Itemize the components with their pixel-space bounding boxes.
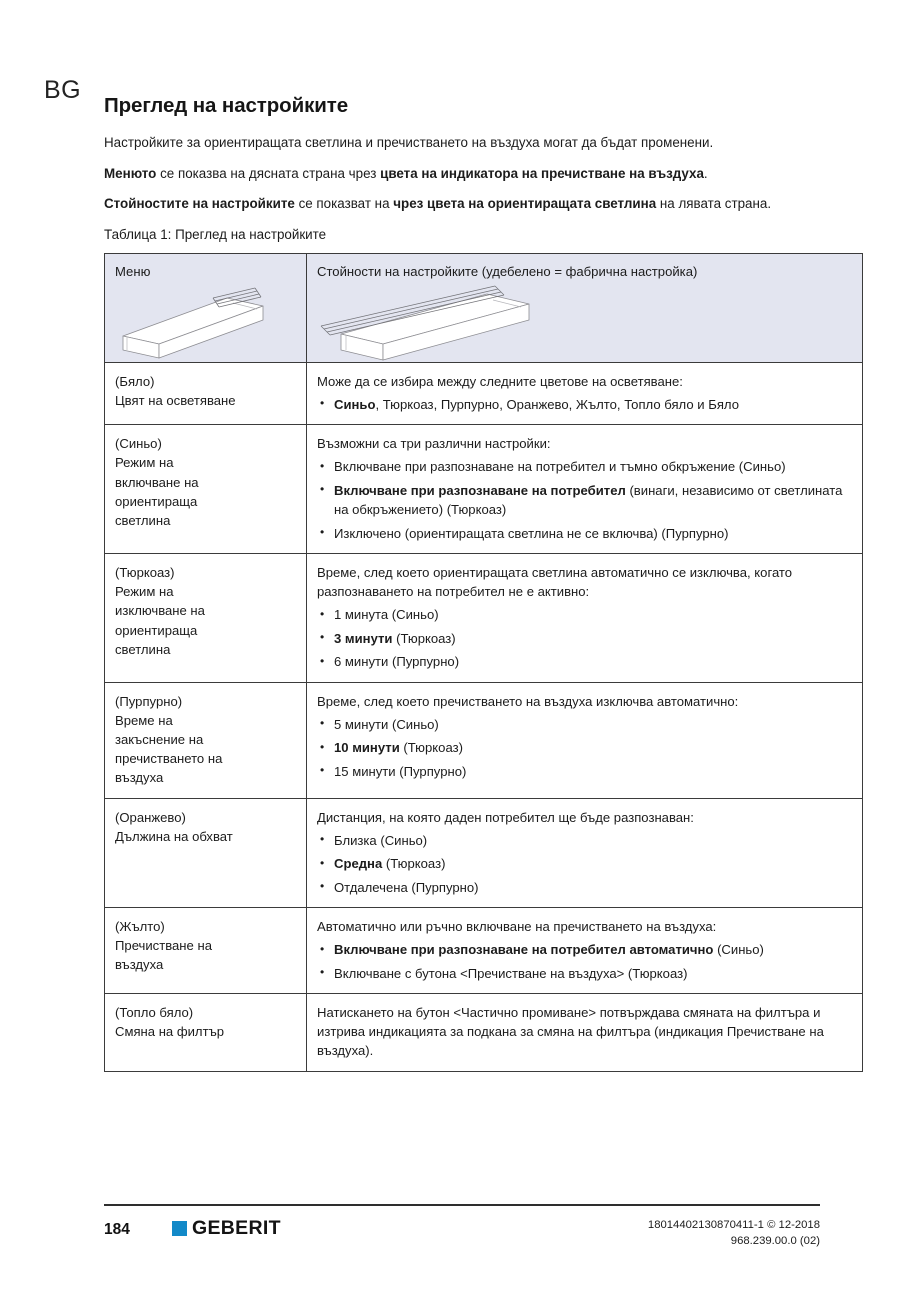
logo-square-icon [172, 1221, 187, 1236]
list-item [317, 762, 852, 781]
row-menu-cell [105, 553, 307, 682]
isometric-light-bar-short-beam-icon [115, 284, 296, 362]
list-item [317, 457, 852, 476]
option-rest: 15 минути (Пурпурно) [334, 763, 467, 779]
table-row [105, 362, 863, 425]
option-bold: Включване при разпознаване на потребител [334, 482, 626, 498]
intro-p3-middle: се показват на [294, 196, 394, 211]
menu-line: Режим на [115, 455, 174, 471]
values-option-list [317, 715, 852, 781]
intro-p3-bold-values: Стойностите на настройките [104, 196, 295, 211]
list-item [317, 652, 852, 671]
option-rest: 5 минути (Синьо) [334, 716, 439, 732]
option-bold: 3 минути [334, 630, 393, 646]
table-header-row [105, 253, 863, 362]
menu-line: (Тюркоаз) [115, 564, 175, 580]
menu-line: въздуха [115, 770, 164, 786]
list-item [317, 878, 852, 897]
menu-line: (Оранжево) [115, 809, 186, 825]
table-row [105, 908, 863, 994]
header-cell-values [307, 253, 863, 362]
page-number: 184 [104, 1221, 130, 1238]
values-lead-text: Време, след което ориентиращата светлина автоматично се изключва, когато разпознаването на потребител не е активно: [317, 564, 793, 600]
row-menu-cell [105, 994, 307, 1072]
list-item [317, 831, 852, 850]
values-lead-text: Време, след което пречистването на въздуха изключва автоматично: [317, 693, 739, 709]
list-item [317, 524, 852, 543]
intro-p3-bold-light: чрез цвета на ориентиращата светлина [393, 196, 657, 211]
doc-code-line-1: 18014402130870411-1 © 12-2018 [647, 1219, 820, 1231]
option-bold: Синьо [334, 396, 376, 412]
intro-p2-end: . [703, 165, 708, 181]
option-rest: (Тюркоаз) [399, 740, 463, 756]
row-values-cell [307, 362, 863, 425]
values-option-list [317, 395, 852, 414]
option-rest: Отдалечена (Пурпурно) [334, 879, 479, 895]
list-item [317, 395, 852, 414]
values-option-list [317, 605, 852, 671]
option-rest: Изключено (ориентиращата светлина не се включва) (Пурпурно) [334, 525, 729, 541]
row-values-cell [307, 994, 863, 1072]
menu-line: Режим на [115, 584, 174, 600]
option-rest: , Тюркоаз, Пурпурно, Оранжево, Жълто, Топло бяло и Бяло [375, 396, 739, 412]
option-rest: Включване при разпознаване на потребител и тъмно обкръжение (Синьо) [334, 459, 786, 475]
list-item [317, 481, 852, 520]
values-lead-text: Дистанция, на която даден потребител ще бъде разпознаван: [317, 809, 694, 825]
row-menu-cell [105, 362, 307, 425]
row-values-cell [307, 908, 863, 994]
menu-line: въздуха [115, 957, 164, 973]
menu-line: светлина [115, 512, 171, 528]
footer-divider [104, 1204, 820, 1206]
row-values-cell [307, 425, 863, 554]
row-menu-cell [105, 798, 307, 907]
language-tag: BG [44, 76, 82, 104]
page-content [104, 94, 843, 1072]
values-option-list [317, 831, 852, 897]
table-caption: Таблица 1: Преглед на настройките [104, 226, 327, 242]
menu-line: Дължина на обхват [115, 828, 233, 844]
brand-name: GEBERIT [192, 1217, 281, 1239]
menu-line: (Топло бяло) [115, 1005, 194, 1021]
intro-p2-bold-menu: Менюто [104, 165, 157, 181]
option-bold: 10 минути [334, 740, 400, 756]
option-rest: (Синьо) [713, 942, 764, 958]
settings-overview-table [104, 253, 863, 1072]
menu-line: (Синьо) [115, 436, 162, 452]
menu-line: Време на [115, 712, 173, 728]
geberit-logo [172, 1219, 281, 1238]
list-item [317, 715, 852, 734]
values-option-list [317, 940, 852, 983]
table-row [105, 425, 863, 554]
menu-line: ориентираща [115, 493, 198, 509]
table-row [105, 682, 863, 798]
option-rest: 6 минути (Пурпурно) [334, 654, 460, 670]
menu-line: (Пурпурно) [115, 693, 183, 709]
row-menu-cell [105, 908, 307, 994]
option-bold: Включване при разпознаване на потребител автоматично [334, 942, 714, 958]
values-lead-text: Може да се избира между следните цветове на осветяване: [317, 373, 683, 389]
list-item [317, 629, 852, 648]
menu-line: (Жълто) [115, 919, 165, 934]
values-option-list [317, 457, 852, 543]
values-lead-text: Натискането на бутон <Частично промиване> потвърждава смяната на филтъра и изтрива индикацията за подкана за смяна на филтъра (индикация Пречистване на въздуха). [317, 1005, 824, 1059]
header-label-values: Стойности на настройките (удебелено = фабрична настройка) [317, 263, 698, 279]
values-lead-text: Автоматично или ръчно включване на пречистването на въздуха: [317, 919, 717, 934]
menu-line: Смяна на филтър [115, 1024, 225, 1040]
doc-code-line-2: 968.239.00.0 (02) [730, 1234, 820, 1247]
intro-paragraph-3 [104, 194, 820, 214]
list-item [317, 605, 852, 624]
row-values-cell [307, 798, 863, 907]
option-rest: Включване с бутона <Пречистване на въздуха> (Тюркоаз) [334, 965, 688, 981]
intro-p2-middle: се показва на дясната страна чрез [156, 165, 381, 181]
header-cell-menu [105, 253, 307, 362]
light-bar-long-svg [317, 284, 567, 362]
option-rest: 1 минута (Синьо) [334, 607, 439, 623]
menu-line: пречистването на [115, 751, 223, 767]
menu-line: ориентираща [115, 622, 198, 638]
menu-line: включване на [115, 474, 199, 490]
row-values-cell [307, 553, 863, 682]
list-item [317, 738, 852, 757]
table-row [105, 553, 863, 682]
intro-paragraph-1: Настройките за ориентиращата светлина и пречистването на въздуха могат да бъдат променени. [104, 135, 714, 150]
table-row [105, 798, 863, 907]
menu-line: светлина [115, 641, 171, 657]
list-item [317, 964, 852, 983]
row-menu-cell [105, 425, 307, 554]
row-menu-cell [105, 682, 307, 798]
menu-line: изключване на [115, 603, 205, 619]
list-item [317, 854, 852, 873]
page-footer [104, 1214, 820, 1266]
values-lead-text: Възможни са три различни настройки: [317, 436, 551, 452]
option-rest: Близка (Синьо) [334, 832, 428, 848]
option-rest: (Тюркоаз) [382, 856, 446, 872]
isometric-light-bar-long-beam-icon [317, 284, 852, 362]
intro-p2-bold-indicator: цвета на индикатора на пречистване на въздуха [380, 165, 704, 181]
header-label-menu: Меню [115, 263, 151, 279]
option-bold: Средна [334, 856, 383, 872]
row-values-cell [307, 682, 863, 798]
option-rest: (Тюркоаз) [392, 630, 456, 646]
page-title: Преглед на настройките [104, 94, 349, 117]
menu-line: Цвят на осветяване [115, 392, 236, 408]
menu-line: Пречистване на [115, 938, 212, 954]
menu-line: закъснение на [115, 731, 204, 747]
table-row [105, 994, 863, 1072]
document-codes [648, 1218, 820, 1249]
intro-p3-end: на лявата страна. [656, 196, 772, 211]
light-bar-short-svg [115, 284, 275, 362]
list-item [317, 940, 852, 959]
option-rest: (винаги, независимо от светлината на обкръжението) (Тюркоаз) [334, 482, 843, 518]
menu-line: (Бяло) [115, 373, 155, 389]
settings-table-body [105, 253, 863, 1071]
intro-paragraph-2 [104, 164, 820, 184]
